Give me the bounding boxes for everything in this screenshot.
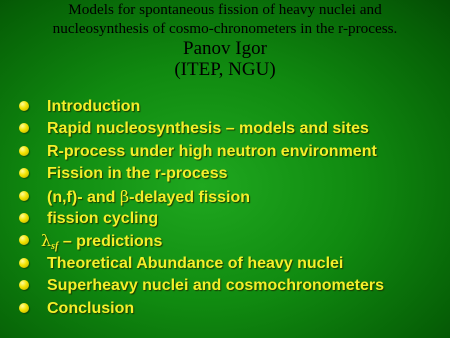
bullet-text (47, 186, 250, 208)
beta-symbol: β (119, 186, 130, 206)
bullet-text-part: (n,f)- and (47, 188, 120, 206)
bullet-text: fission cycling (47, 209, 159, 227)
bullet-dot-icon (19, 146, 29, 156)
author-affiliation: (ITEP, NGU) (174, 59, 276, 80)
bullet-text-part: -delayed fission (129, 188, 251, 206)
bullet-text: Rapid nucleosynthesis – models and sites (47, 120, 369, 138)
bullet-dot-icon (19, 168, 29, 178)
author-name: Panov Igor (183, 38, 267, 59)
bullet-dot-icon (19, 303, 29, 313)
bullet-dot-icon (19, 213, 29, 223)
slide-title (0, 0, 450, 81)
bullet-dot-icon (19, 258, 29, 268)
title-line-2: nucleosynthesis of cosmo-chronometers in the r-process. (52, 20, 398, 37)
bullet-dot-icon (19, 101, 29, 111)
bullet-text: Fission in the r-process (47, 165, 228, 183)
bullet-text: R-process under high neutron environment (47, 142, 377, 160)
bullet-dot-icon (19, 123, 29, 133)
lambda-subscript: sf (51, 241, 59, 253)
bullet-dot-icon (19, 191, 29, 201)
title-line-1: Models for spontaneous fission of heavy nuclei and (68, 1, 382, 18)
bullet-text-part: – predictions (58, 233, 163, 251)
lambda-symbol: λ (41, 231, 52, 251)
bullet-text: Introduction (47, 98, 141, 115)
bullet-text: Superheavy nuclei and cosmochronometers (47, 277, 384, 295)
bullet-text: Conclusion (47, 299, 135, 317)
bullet-dot-icon (19, 235, 29, 245)
bullet-text: Theoretical Abundance of heavy nuclei (47, 254, 344, 272)
bullet-dot-icon (19, 280, 29, 290)
